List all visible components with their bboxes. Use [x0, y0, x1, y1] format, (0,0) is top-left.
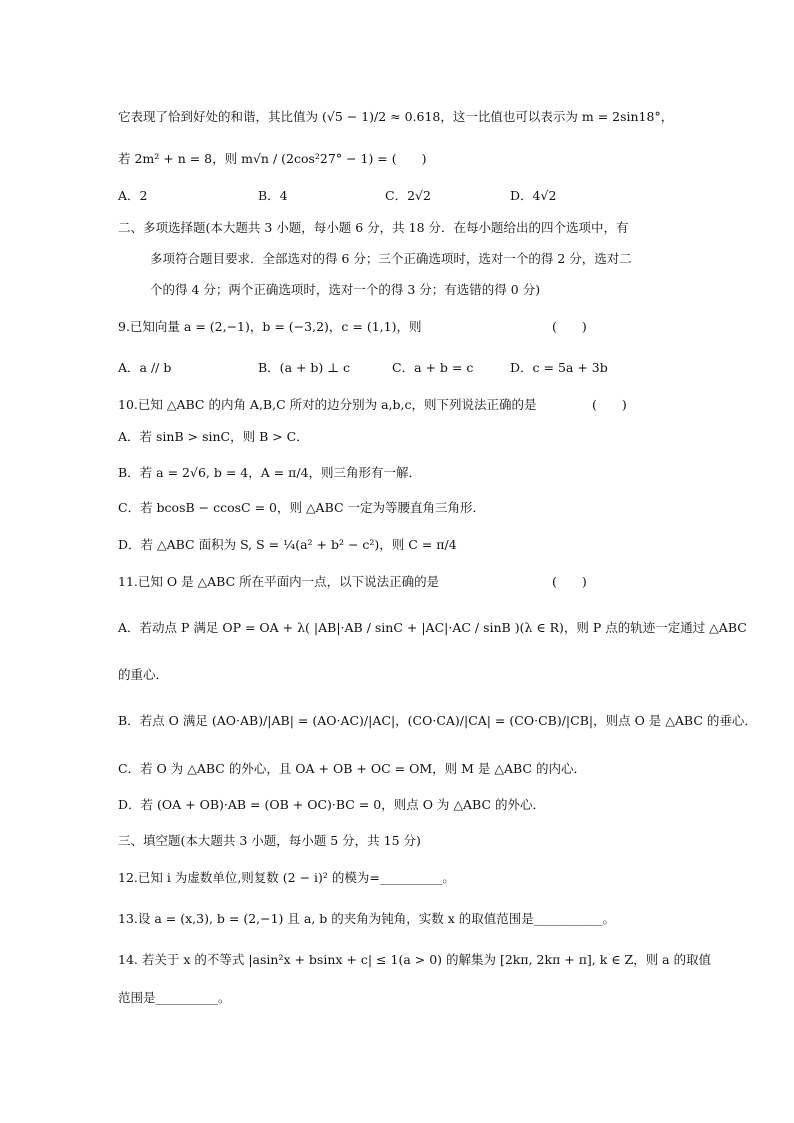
- q11-option-b: B．若点 O 满足 (AO·AB)/|AB| = (AO·AC)/|AC|，(CO·CA)/|CA| = (CO·CB)/|CB|，则点 O 是 △ABC 的垂心．: [118, 713, 757, 728]
- q14-stem: 14. 若关于 x 的不等式 |asin²x + bsinx + c| ≤ 1(a > 0) 的解集为 [2kπ, 2kπ + π], k ∈ Z，则 a 的取值: [118, 952, 712, 967]
- q8-option-b: B．4: [258, 188, 288, 203]
- q9-answer-paren: ( ): [552, 319, 587, 334]
- q14-stem-cont: 范围是__________。: [118, 990, 231, 1005]
- q11-answer-paren: ( ): [552, 574, 587, 589]
- q11-option-c: C．若 O 为 △ABC 的外心，且 OA + OB + OC = OM，则 M 是 △ABC 的内心．: [118, 761, 586, 776]
- q8-option-a: A．2: [118, 188, 148, 203]
- q13-stem: 13.设 a = (x,3), b = (2,−1) 且 a, b 的夹角为钝角，实数 x 的取值范围是___________。: [118, 911, 615, 926]
- q10-option-b: B．若 a = 2√6, b = 4，A = π/4，则三角形有一解．: [118, 465, 422, 480]
- section3-heading: 三、填空题(本大题共 3 小题，每小题 5 分，共 15 分): [118, 833, 421, 848]
- q11-option-a: A．若动点 P 满足 OP = OA + λ( |AB|·AB / sinC + |AC|·AC / sinB )(λ ∈ R)，则 P 点的轨迹一定通过 △ABC: [118, 620, 747, 635]
- q10-option-c: C．若 bcosB − ccosC = 0，则 △ABC 一定为等腰直角三角形．: [118, 500, 486, 515]
- q11-option-d: D．若 (OA + OB)·AB = (OB + OC)·BC = 0，则点 O 为 △ABC 的外心．: [118, 797, 545, 812]
- q10-answer-paren: ( ): [592, 397, 627, 412]
- q11-option-a-cont: 的重心．: [118, 667, 169, 682]
- section2-instructions-line2: 多项符合题目要求．全部选对的得 6 分；三个正确选项时，选对一个的得 2 分，选对二: [150, 251, 632, 266]
- q8-stem-line1: 它表现了恰到好处的和谐，其比值为 (√5 − 1)/2 ≈ 0.618，这一比值也可以表示为 m = 2sin18°，: [118, 109, 674, 124]
- q8-option-c: C．2√2: [385, 188, 431, 203]
- q9-stem: 9.已知向量 a = (2,−1)，b = (−3,2)，c = (1,1)，则: [118, 319, 422, 334]
- section2-instructions-line3: 个的得 4 分；两个正确选项时，选对一个的得 3 分；有选错的得 0 分): [150, 282, 541, 297]
- q9-option-b: B．(a + b) ⊥ c: [258, 360, 351, 375]
- q8-stem-line2: 若 2m² + n = 8，则 m√n / (2cos²27° − 1) = ( ): [118, 151, 427, 166]
- q10-stem: 10.已知 △ABC 的内角 A,B,C 所对的边分别为 a,b,c，则下列说法正确的是: [118, 397, 537, 412]
- q10-option-a: A．若 sinB > sinC，则 B > C．: [118, 429, 309, 444]
- q12-stem: 12.已知 i 为虚数单位,则复数 (2 − i)² 的模为=__________。: [118, 870, 455, 885]
- section2-heading: 二、多项选择题(本大题共 3 小题，每小题 6 分，共 18 分．在每小题给出的四个选项中，有: [118, 220, 629, 235]
- q10-option-d: D．若 △ABC 面积为 S, S = ¼(a² + b² − c²)，则 C = π/4: [118, 537, 457, 552]
- q9-option-d: D．c = 5a + 3b: [510, 360, 608, 375]
- q9-option-a: A．a // b: [118, 360, 172, 375]
- q9-option-c: C．a + b = c: [392, 360, 474, 375]
- q8-option-d: D．4√2: [510, 188, 557, 203]
- q11-stem: 11.已知 O 是 △ABC 所在平面内一点，以下说法正确的是: [118, 574, 440, 589]
